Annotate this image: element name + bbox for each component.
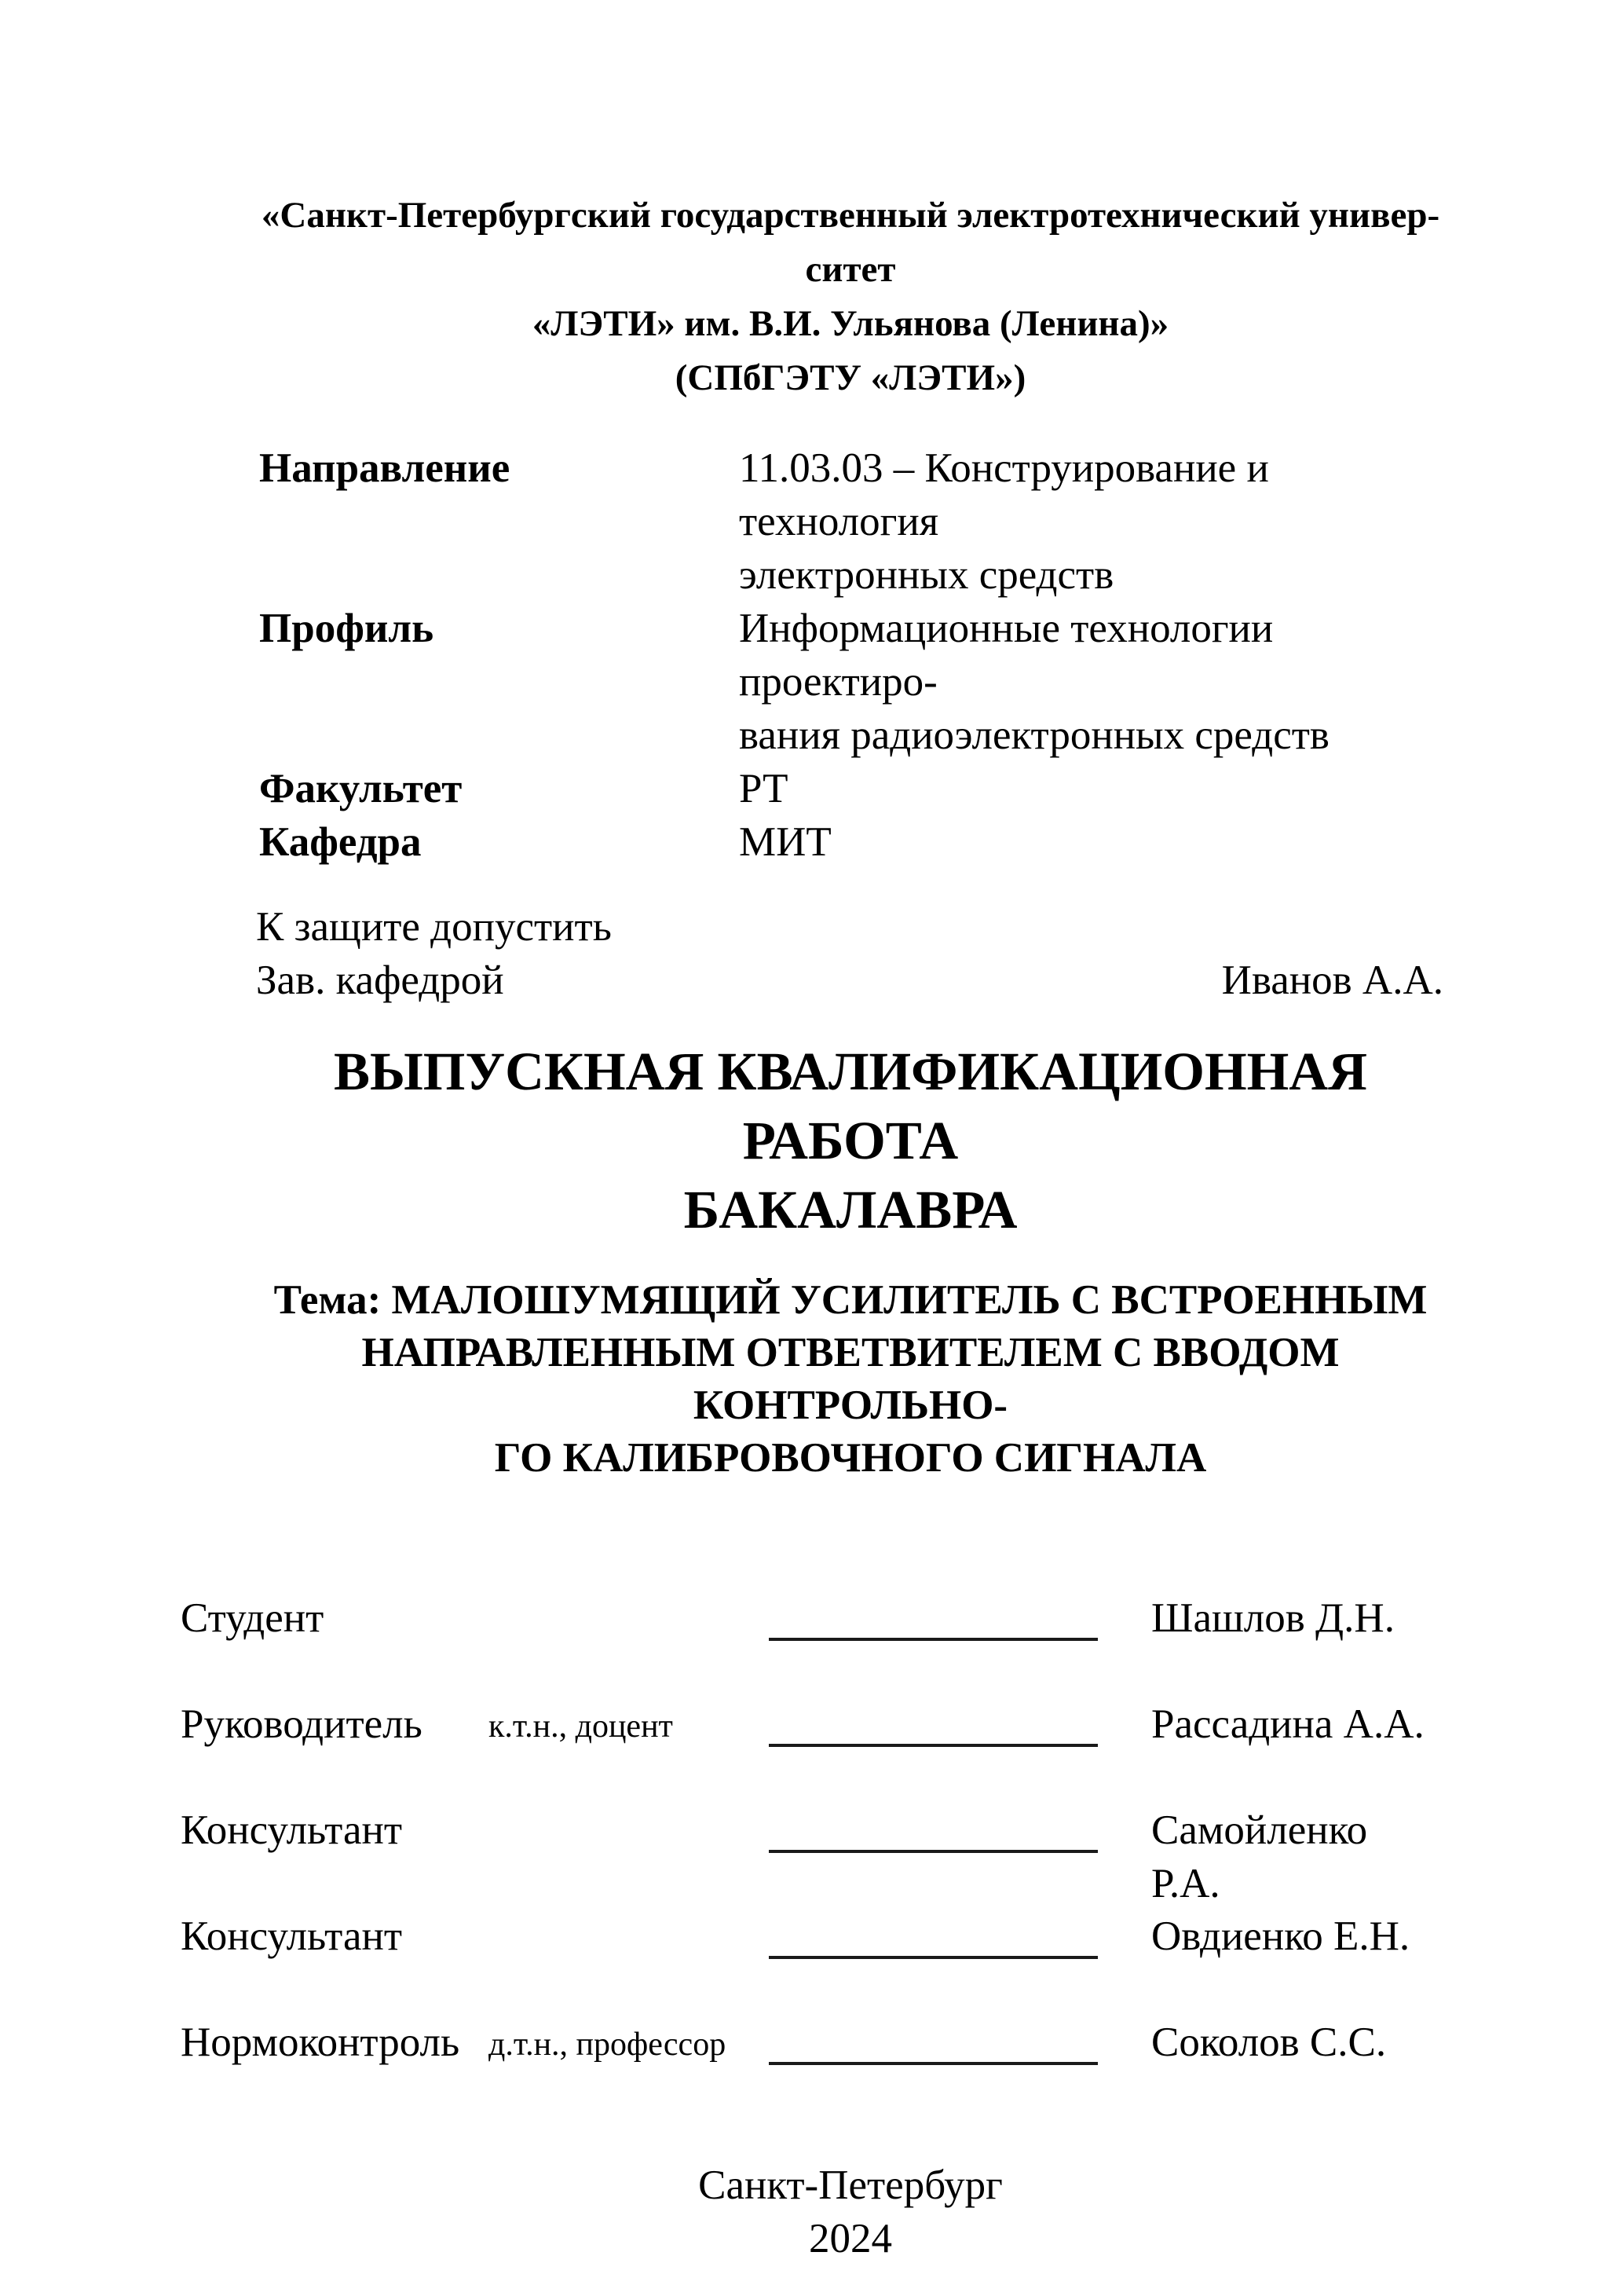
- footer-block: [181, 2159, 1443, 2265]
- profile-label: Профиль: [259, 606, 434, 651]
- norm-control-role-label: Нормоконтроль: [181, 2020, 460, 2065]
- degree-fields: [181, 441, 1443, 869]
- footer-year: 2024: [809, 2216, 892, 2261]
- student-signature-line: [769, 1638, 1098, 1641]
- university-abbreviation: (СПбГЭТУ «ЛЭТИ»): [675, 357, 1026, 398]
- field-row-direction: [181, 441, 1443, 602]
- supervisor-name: Рассадина А.А.: [1151, 1701, 1425, 1747]
- field-row-profile: [181, 602, 1443, 762]
- department-head-label: Зав. кафедрой: [256, 958, 504, 1003]
- department-head-row: [256, 954, 1443, 1007]
- theme-line3: ГО КАЛИБРОВОЧНОГО СИГНАЛА: [494, 1435, 1207, 1481]
- supervisor-qualification: к.т.н., доцент: [488, 1708, 673, 1745]
- admission-block: [181, 900, 1443, 1007]
- profile-value: [739, 602, 1443, 762]
- faculty-value-line1: РТ: [739, 766, 788, 811]
- direction-label: Направление: [259, 445, 510, 491]
- signature-row-norm-control: [181, 2016, 1443, 2122]
- supervisor-signature-line: [769, 1744, 1098, 1747]
- footer-city: Санкт-Петербург: [698, 2162, 1003, 2208]
- department-label: Кафедра: [259, 819, 422, 865]
- department-value-line1: МИТ: [739, 819, 832, 865]
- faculty-value: [739, 762, 1443, 815]
- theme-title: [181, 1274, 1443, 1485]
- signature-row-consultant-1: [181, 1803, 1443, 1910]
- norm-control-qualification: д.т.н., профессор: [488, 2027, 726, 2063]
- student-role-label: Студент: [181, 1595, 324, 1641]
- university-header: [181, 189, 1443, 405]
- consultant-2-signature-line: [769, 1956, 1098, 1959]
- norm-control-signature-line: [769, 2062, 1098, 2065]
- student-name: Шашлов Д.Н.: [1151, 1595, 1395, 1641]
- signature-row-student: [181, 1591, 1443, 1697]
- consultant-1-signature-line: [769, 1850, 1098, 1853]
- theme-line2: НАПРАВЛЕННЫМ ОТВЕТВИТЕЛЕМ С ВВОДОМ КОНТРОЛЬНО-: [361, 1330, 1340, 1428]
- consultant-1-role-label: Консультант: [181, 1807, 403, 1853]
- direction-value-line2: электронных средств: [739, 552, 1114, 598]
- consultant-2-name: Овдиенко Е.Н.: [1151, 1913, 1410, 1959]
- supervisor-role-label: Руководитель: [181, 1701, 422, 1747]
- faculty-label: Факультет: [259, 766, 463, 811]
- profile-value-line1: Информационные технологии проектиро-: [739, 606, 1274, 705]
- work-type-title: [181, 1037, 1443, 1244]
- theme-line1: Тема: МАЛОШУМЯЩИЙ УСИЛИТЕЛЬ С ВСТРОЕННЫМ: [273, 1277, 1428, 1323]
- signature-row-consultant-2: [181, 1910, 1443, 2016]
- work-type-line1: ВЫПУСКНАЯ КВАЛИФИКАЦИОННАЯ РАБОТА: [334, 1042, 1367, 1170]
- direction-value: [739, 441, 1443, 602]
- university-name-line1: «Санкт-Петербургский государственный электротехнический универ-: [261, 195, 1440, 236]
- university-name-line3: «ЛЭТИ» им. В.И. Ульянова (Ленина)»: [532, 303, 1169, 344]
- signature-row-supervisor: [181, 1697, 1443, 1803]
- consultant-1-name: Самойленко Р.А.: [1151, 1807, 1368, 1906]
- admission-line: К защите допустить: [256, 904, 612, 950]
- university-name-line2: ситет: [805, 249, 896, 290]
- work-type-line2: БАКАЛАВРА: [683, 1180, 1018, 1240]
- department-head-name: Иванов А.А.: [1221, 958, 1443, 1003]
- field-row-department: [181, 815, 1443, 869]
- profile-value-line2: вания радиоэлектронных средств: [739, 712, 1330, 758]
- consultant-2-role-label: Консультант: [181, 1913, 403, 1959]
- signatures-block: [181, 1591, 1443, 2122]
- direction-value-line1: 11.03.03 – Конструирование и технология: [739, 445, 1269, 544]
- department-value: [739, 815, 1443, 869]
- norm-control-name: Соколов С.С.: [1151, 2020, 1387, 2065]
- field-row-faculty: [181, 762, 1443, 815]
